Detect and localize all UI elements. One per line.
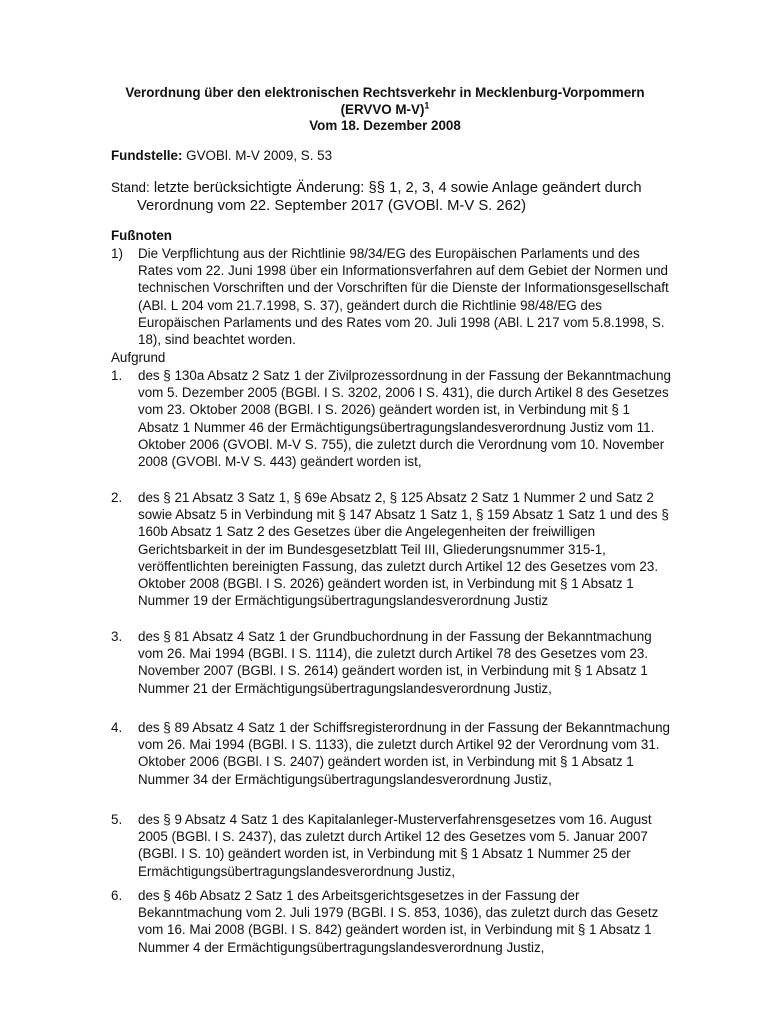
footnote-number: 1) (111, 246, 123, 261)
fundstelle-value: GVOBl. M-V 2009, S. 53 (186, 148, 333, 163)
aufgrund-heading: Aufgrund (111, 350, 166, 365)
list-item (111, 628, 673, 697)
list-item (111, 367, 673, 470)
footnotes-heading: Fußnoten (111, 228, 172, 243)
fundstelle (111, 148, 332, 163)
title-line-2 (100, 102, 670, 119)
document-title (100, 85, 670, 135)
stand-value: letzte berücksichtigte Änderung: §§ 1, 2, 3, 4 sowie Anlage geändert durch (153, 180, 642, 196)
list-item-text: des § 130a Absatz 2 Satz 1 der Zivilprozessordnung in der Fassung der Bekanntmachung vom 5. Dezember 2005 (BGBl. I S. 3202, 2006 I S. 431), die durch Artikel 8 des Gesetzes vom 23. Oktober 2008 (BGBl. I S. 2026) geändert worden ist, in Verbindung mit § 1 Absatz 1 Nummer 46 der Ermächtigungsübertragungslandesverordnung Justiz vom 11. Oktober 2006 (GVOBl. M-V S. 755), die zuletzt durch die Verordnung vom 10. November 2008 (GVOBl. M-V S. 443) geändert worden ist, (138, 368, 671, 470)
stand-label: Stand: (111, 180, 150, 195)
list-item-text: des § 21 Absatz 3 Satz 1, § 69e Absatz 2, § 125 Absatz 2 Satz 1 Nummer 2 und Satz 2 sowie Absatz 5 in Verbindung mit § 147 Absatz 1 Satz 1, § 159 Absatz 1 Satz 1 und des § 160b Absatz 1 Satz 2 des Gesetzes über die Angelegenheiten der freiwilligen Gerichtsbarkeit in der im Bundesgesetzblatt Teil III, Gliederungsnummer 315-1, veröffentlichten bereinigten Fassung, das zuletzt durch Artikel 12 des Gesetzes vom 23. Oktober 2008 (BGBl. I S. 2026) geändert worden ist, in Verbindung mit § 1 Absatz 1 Nummer 19 der Ermächtigungsübertragungslandesverordnung Justiz (138, 490, 669, 609)
list-item-number: 6. (111, 888, 123, 903)
footnote-text: Die Verpflichtung aus der Richtlinie 98/34/EG des Europäischen Parlaments und des Rates vom 22. Juni 1998 über ein Informationsverfahren auf dem Gebiet der Normen und technischen Vorschriften und der Vorschriften für die Dienste der Informationsgesellschaft (ABl. L 204 vom 21.7.1998, S. 37), geändert durch die Richtlinie 98/48/EG des Europäischen Parlaments und des Rates vom 20. Juli 1998 (ABl. L 217 vom 5.8.1998, S. 18), sind beachtet worden. (138, 246, 669, 348)
title-abbreviation: (ERVVO M-V) (340, 101, 425, 117)
list-item-text: des § 81 Absatz 4 Satz 1 der Grundbuchordnung in der Fassung der Bekanntmachung vom 26. Mai 1994 (BGBl. I S. 1114), die zuletzt durch Artikel 78 des Gesetzes vom 23. November 2007 (BGBl. I S. 2614) geändert worden ist, in Verbindung mit § 1 Absatz 1 Nummer 21 der Ermächtigungsübertragungslandesverordnung Justiz, (138, 629, 652, 696)
list-item (111, 719, 673, 788)
list-item (111, 887, 673, 956)
footnote-item (111, 245, 673, 348)
list-item-number: 2. (111, 490, 123, 505)
title-line-1: Verordnung über den elektronischen Rechtsverkehr in Mecklenburg-Vorpommern (125, 85, 645, 100)
list-item-number: 5. (111, 812, 123, 827)
list-item-text: des § 46b Absatz 2 Satz 1 des Arbeitsgerichtsgesetzes in der Fassung der Bekanntmachung vom 2. Juli 1979 (BGBl. I S. 853, 1036), das zuletzt durch das Gesetz vom 16. Mai 2008 (BGBl. I S. 842) geändert worden ist, in Verbindung mit § 1 Absatz 1 Nummer 4 der Ermächtigungsübertragungslandesverordnung Justiz, (138, 888, 659, 955)
fundstelle-label: Fundstelle: (111, 148, 183, 163)
stand (111, 179, 671, 215)
list-item-number: 4. (111, 720, 123, 735)
stand-value-continued: Verordnung vom 22. September 2017 (GVOBl. M-V S. 262) (137, 198, 527, 214)
list-item-text: des § 9 Absatz 4 Satz 1 des Kapitalanleger-Musterverfahrensgesetzes vom 16. August 2005 (BGBl. I S. 2437), das zuletzt durch Artikel 12 des Gesetzes vom 5. Januar 2007 (BGBl. I S. 10) geändert worden ist, in Verbindung mit § 1 Absatz 1 Nummer 25 der Ermächtigungsübertragungslandesverordnung Justiz, (138, 812, 652, 879)
list-item-number: 3. (111, 629, 123, 644)
footnote-mark: 1 (424, 100, 430, 111)
list-item-number: 1. (111, 368, 123, 383)
list-item (111, 811, 673, 880)
title-date: Vom 18. Dezember 2008 (309, 118, 461, 133)
list-item (111, 489, 673, 609)
list-item-text: des § 89 Absatz 4 Satz 1 der Schiffsregisterordnung in der Fassung der Bekanntmachung vom 26. Mai 1994 (BGBl. I S. 1133), die zuletzt durch Artikel 92 der Verordnung vom 31. Oktober 2006 (BGBl. I S. 2407) geändert worden ist, in Verbindung mit § 1 Absatz 1 Nummer 34 der Ermächtigungsübertragungslandesverordnung Justiz, (138, 720, 670, 787)
